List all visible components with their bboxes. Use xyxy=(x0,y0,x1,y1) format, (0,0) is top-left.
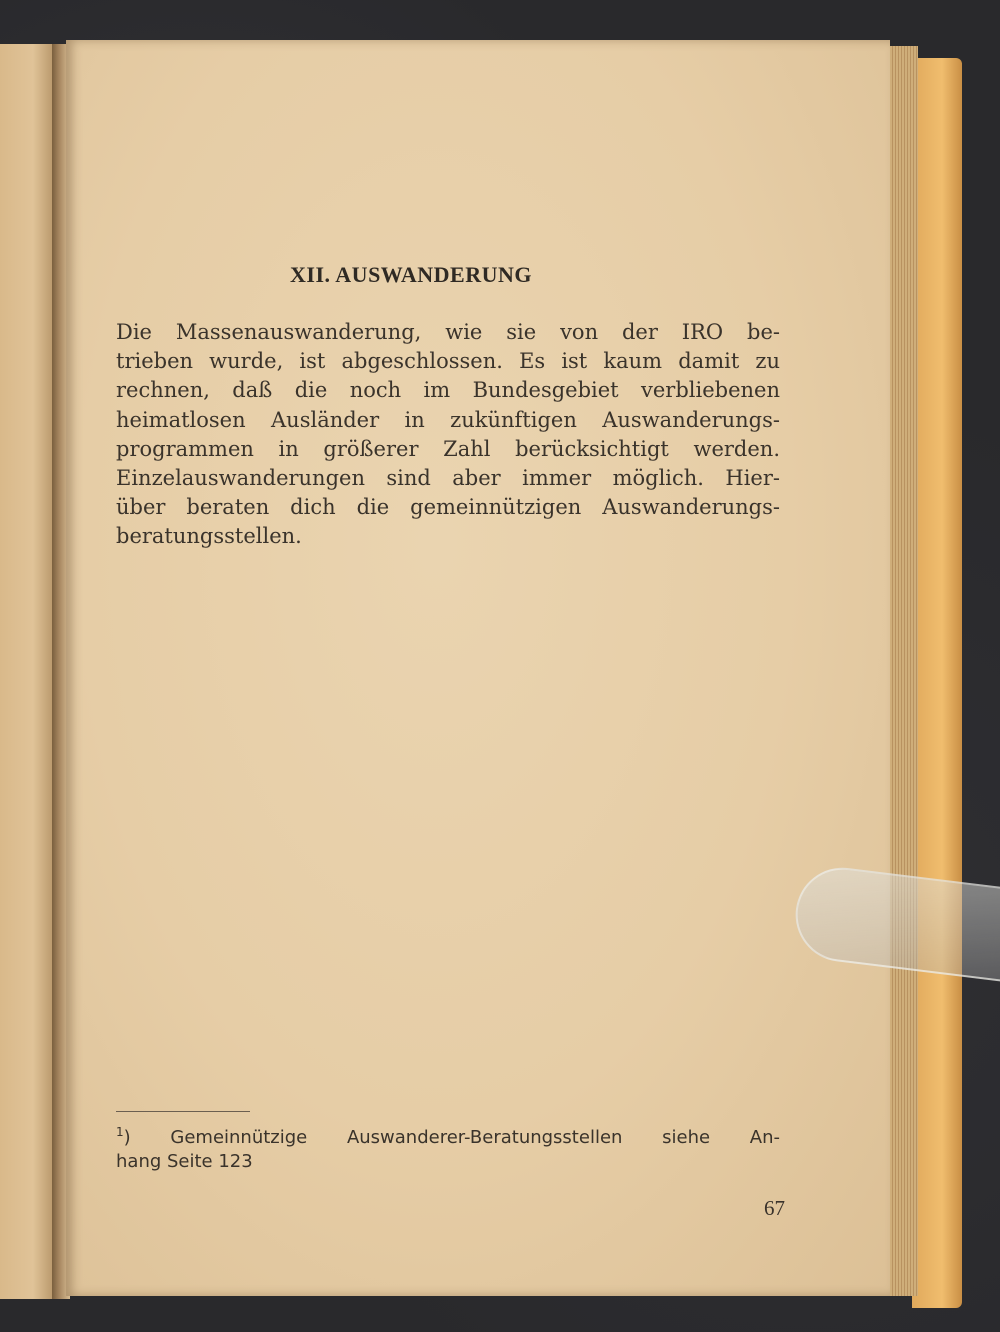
body-line: programmen in größerer Zahl berücksichtigt werden. xyxy=(116,436,780,461)
footnote xyxy=(116,1120,780,1174)
chapter-heading: XII. AUSWANDERUNG xyxy=(290,262,532,287)
footnote-text: Gemeinnützige Auswanderer-Beratungsstellen siehe An- xyxy=(170,1127,780,1148)
body-paragraph xyxy=(116,318,780,552)
page-number: 67 xyxy=(764,1196,785,1220)
footnote-line xyxy=(116,1120,780,1150)
body-line: Die Massenauswanderung, wie sie von der IRO be- xyxy=(116,320,780,344)
body-line: heimatlosen Ausländer in zukünftigen Auswanderungs- xyxy=(116,407,780,432)
body-line: rechnen, daß die noch im Bundesgebiet verbliebenen xyxy=(116,378,780,403)
left-page xyxy=(0,44,60,1299)
book-cover-edge xyxy=(912,58,962,1308)
body-line: beratungsstellen. xyxy=(116,524,302,549)
body-line: Einzelauswanderungen sind aber immer möglich. Hier- xyxy=(116,466,780,491)
footnote-marker-paren: ) xyxy=(123,1127,131,1148)
body-line: über beraten dich die gemeinnützigen Auswanderungs- xyxy=(116,495,780,520)
footnote-marker: 1 xyxy=(116,1125,124,1139)
footnote-divider xyxy=(116,1111,250,1112)
book-page xyxy=(66,40,890,1296)
body-line: trieben wurde, ist abgeschlossen. Es ist kaum damit zu xyxy=(116,349,780,374)
footnote-line: hang Seite 123 xyxy=(116,1151,253,1172)
